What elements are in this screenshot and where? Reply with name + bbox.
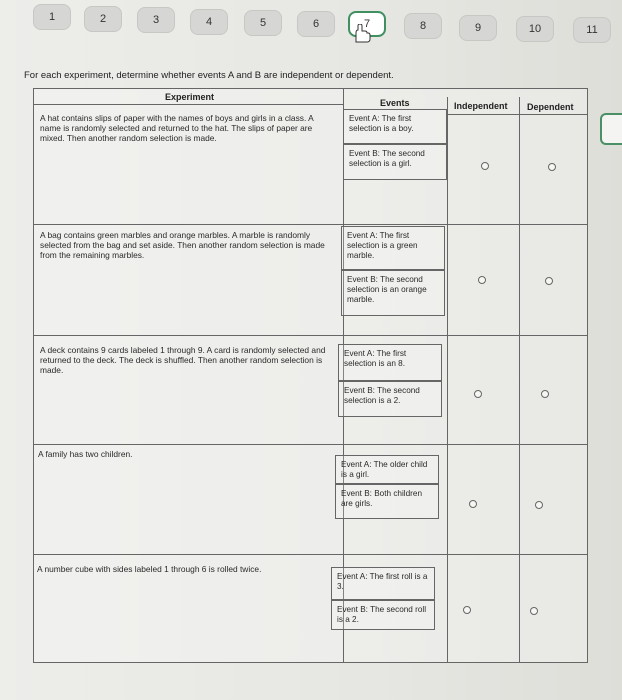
header-events: Events bbox=[380, 98, 410, 108]
question-button-6[interactable]: 6 bbox=[297, 11, 335, 37]
side-panel-tab[interactable] bbox=[600, 113, 622, 145]
question-button-7[interactable]: 7 bbox=[348, 11, 386, 37]
row-3-independent-radio[interactable] bbox=[474, 390, 482, 398]
row-5-independent-radio[interactable] bbox=[463, 606, 471, 614]
row-4-event-b: Event B: Both children are girls. bbox=[335, 484, 439, 519]
header-divider bbox=[33, 104, 343, 105]
row-4-dependent-radio[interactable] bbox=[535, 501, 543, 509]
row-4-experiment: A family has two children. bbox=[38, 449, 133, 459]
row-1-event-b: Event B: The second selection is a girl. bbox=[343, 144, 447, 180]
row-5-event-a: Event A: The first roll is a 3. bbox=[331, 567, 435, 600]
col-divider-right bbox=[587, 97, 588, 663]
row-divider-4 bbox=[33, 554, 588, 555]
row-3-event-b: Event B: The second selection is a 2. bbox=[338, 381, 442, 417]
row-5-experiment: A number cube with sides labeled 1 through 6 is rolled twice. bbox=[37, 564, 262, 574]
question-button-9[interactable]: 9 bbox=[459, 15, 497, 41]
question-button-11[interactable]: 11 bbox=[573, 17, 611, 43]
row-3-experiment: A deck contains 9 cards labeled 1 through 9. A card is randomly selected and returned to the deck. The deck is shuffled. Then another random selection is made. bbox=[40, 345, 326, 375]
question-button-8[interactable]: 8 bbox=[404, 13, 442, 39]
row-3-event-a: Event A: The first selection is an 8. bbox=[338, 344, 442, 381]
row-5-event-b: Event B: The second roll is a 2. bbox=[331, 600, 435, 630]
instruction-text: For each experiment, determine whether events A and B are independent or dependent. bbox=[24, 70, 394, 81]
question-button-2[interactable]: 2 bbox=[84, 6, 122, 32]
question-button-1[interactable]: 1 bbox=[33, 4, 71, 30]
col-divider-independent bbox=[447, 97, 448, 663]
row-4-independent-radio[interactable] bbox=[469, 500, 477, 508]
row-1-experiment: A hat contains slips of paper with the names of boys and girls in a class. A name is randomly selected and returned to the hat. The slips of paper are mixed. Then another random selection is made. bbox=[40, 113, 314, 143]
row-5-dependent-radio[interactable] bbox=[530, 607, 538, 615]
row-4-event-a: Event A: The older child is a girl. bbox=[335, 455, 439, 484]
row-3-dependent-radio[interactable] bbox=[541, 390, 549, 398]
row-2-dependent-radio[interactable] bbox=[545, 277, 553, 285]
question-button-5[interactable]: 5 bbox=[244, 10, 282, 36]
header-dependent: Dependent bbox=[527, 102, 574, 112]
question-button-3[interactable]: 3 bbox=[137, 7, 175, 33]
header-experiment: Experiment bbox=[165, 92, 215, 102]
table-outline bbox=[33, 88, 588, 663]
row-2-independent-radio[interactable] bbox=[478, 276, 486, 284]
row-2-event-b: Event B: The second selection is an orange marble. bbox=[341, 270, 445, 316]
row-1-independent-radio[interactable] bbox=[481, 162, 489, 170]
question-button-4[interactable]: 4 bbox=[190, 9, 228, 35]
row-divider-3 bbox=[33, 444, 588, 445]
row-divider-2 bbox=[33, 335, 588, 336]
row-2-experiment: A bag contains green marbles and orange marbles. A marble is randomly selected from the bag and set aside. Then another random selection is made from the remaining marbles. bbox=[40, 230, 325, 260]
question-button-10[interactable]: 10 bbox=[516, 16, 554, 42]
header-divider-right bbox=[447, 114, 588, 115]
header-independent: Independent bbox=[454, 101, 508, 111]
col-divider-dependent bbox=[519, 97, 520, 663]
row-1-dependent-radio[interactable] bbox=[548, 163, 556, 171]
row-divider-1 bbox=[33, 224, 588, 225]
row-2-event-a: Event A: The first selection is a green marble. bbox=[341, 226, 445, 270]
row-1-event-a: Event A: The first selection is a boy. bbox=[343, 109, 447, 144]
